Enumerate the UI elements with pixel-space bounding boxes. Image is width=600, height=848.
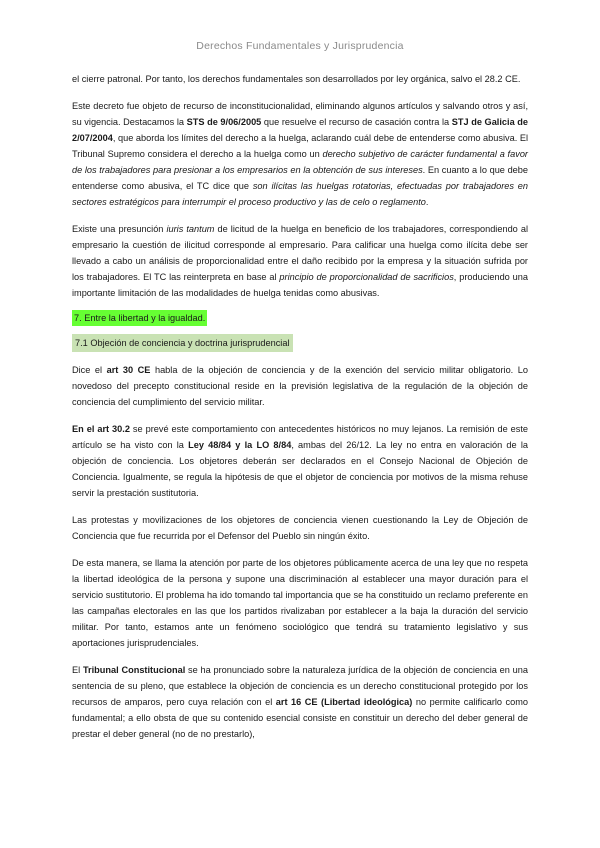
italic-run: principio de proporcionalidad de sacrificios xyxy=(279,272,454,282)
bold-run: art 30 CE xyxy=(106,365,151,375)
paragraph-3 xyxy=(72,221,528,301)
paragraph-1 xyxy=(72,71,528,87)
text-run: , ambas del 26/12. La ley no entra en valoración de la objeción de conciencia. Los objetores deberán ser declarados en el Consejo Nacional de Objeción de Conciencia. Igualmente, se regula la hipótesis de que el objetor de conciencia por motivos de la misma rehuse servir la prestación sustitutoria. xyxy=(72,440,528,498)
text-run: Dice el xyxy=(72,365,107,375)
text-run: el cierre patronal. Por tanto, los derechos fundamentales son desarrollados por ley orgánica, salvo el 28.2 CE. xyxy=(72,74,521,84)
paragraph-7 xyxy=(72,555,528,651)
bold-run: STJ de Galicia de 2/07/2004 xyxy=(72,117,529,143)
text-run: de licitud de la huelga en beneficio de los trabajadores, correspondiendo al empresario la cuestión de ilicitud corresponde al empresario. Para calificar una huelga como ilícita debe ser llevado a cabo un análisis de proporcionalidad entre el daño recibido por la empresa y la situación sufrida por los trabajadores. El TC las reinterpreta en base al xyxy=(72,224,528,282)
italic-run: son ilícitas las huelgas rotatorias, efectuadas por trabajadores en sectores estratégicos para interrumpir el proceso productivo y las de celo o reglamento xyxy=(72,181,528,207)
paragraph-2 xyxy=(72,98,528,210)
text-run: Existe una presunción xyxy=(72,224,167,234)
paragraph-5 xyxy=(72,421,528,501)
bold-run: En el art 30.2 xyxy=(72,424,130,434)
document-body xyxy=(72,71,528,753)
bold-run: STS de 9/06/2005 xyxy=(186,117,262,127)
bold-run: Tribunal Constitucional xyxy=(82,665,186,675)
text-run: que resuelve el recurso de casación contra la xyxy=(261,117,452,127)
text-run: . En cuanto a lo que debe entenderse como abusiva, el TC dice que xyxy=(72,165,529,191)
running-header: Derechos Fundamentales y Jurisprudencia xyxy=(196,40,404,52)
text-run: . xyxy=(425,197,429,207)
text-run: habla de la objeción de conciencia y de la exención del servicio militar obligatorio. Lo novedoso del precepto constitucional reside en la previsión legislativa de la regulación de la objeción de conciencia del cumplimiento del servicio militar. xyxy=(72,365,528,407)
paragraph-8 xyxy=(72,662,528,742)
italic-run: iuris tantum xyxy=(166,224,215,234)
text-run: se prevé este comportamiento con antecedentes históricos no muy lejanos. La remisión de este artículo se ha visto con la xyxy=(72,424,529,450)
paragraph-6 xyxy=(72,512,528,544)
italic-run: derecho subjetivo de carácter fundamental a favor de los trabajadores para presionar a los empresarios en la obtención de sus intereses xyxy=(72,149,528,175)
text-run: , que aborda los límites del derecho a la huelga, aclarando cuál debe de entenderse como abusiva. El Tribunal Supremo considera el derecho a la huelga como un xyxy=(72,133,528,159)
text-run: El xyxy=(72,665,83,675)
text-run: se ha pronunciado sobre la naturaleza jurídica de la objeción de conciencia en una sentencia de su pleno, que establece la objeción de conciencia es un derecho constitucional protegido por los recursos de amparos, pero cuya relación con el xyxy=(72,665,528,707)
subsection-heading-7-1: 7.1 Objeción de conciencia y doctrina jurisprudencial xyxy=(72,334,293,352)
text-run: De esta manera, se llama la atención por parte de los objetores públicamente acerca de una ley que no respeta la libertad ideológica de la persona y supone una discriminación al establecer una mayor duración para el servicio sustitutorio. El problema ha ido tomando tal importancia que se ha constituido un reclamo preferente en las campañas electorales en las que los partidos rivalizaban por establecer a la baja la duración del servicio militar. Por tanto, estamos ante un fenómeno sociológico que tendrá su tratamiento legislativo y sus aportaciones jurisprudenciales. xyxy=(72,558,528,648)
bold-run: Ley 48/84 y la LO 8/84 xyxy=(188,440,292,450)
text-run: no permite calificarlo como fundamental; a ello obsta de que su contenido esencial consiste en constituir un derecho del deber general de prestar el deber general (no de no prestarlo), xyxy=(72,697,529,739)
text-run: Este decreto fue objeto de recurso de inconstitucionalidad, eliminando algunos artículos y salvando otros y así, su vigencia. Destacamos la xyxy=(72,101,528,127)
section-heading-7: 7. Entre la libertad y la igualdad. xyxy=(72,310,207,326)
text-run: Las protestas y movilizaciones de los objetores de conciencia vienen cuestionando la Ley de Objeción de Conciencia que fue recurrida por el Defensor del Pueblo sin ningún éxito. xyxy=(72,515,528,541)
text-run: , produciendo una importante limitación de las modalidades de huelga tenidas como abusivas. xyxy=(72,272,528,298)
bold-run: art 16 CE (Libertad ideológica) xyxy=(275,697,413,707)
paragraph-4 xyxy=(72,362,528,410)
